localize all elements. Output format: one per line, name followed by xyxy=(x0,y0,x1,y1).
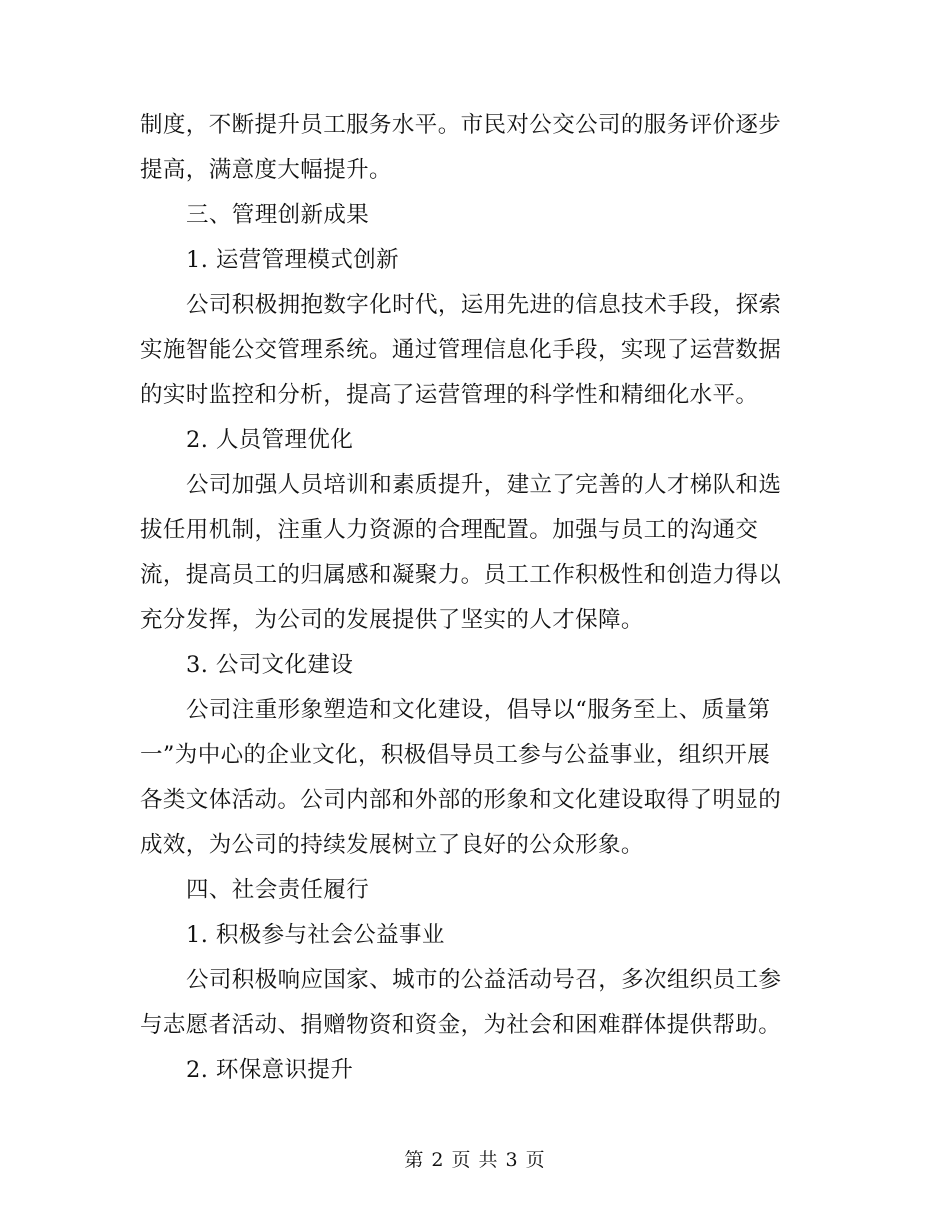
paragraph-line: 公司积极响应国家、城市的公益活动号召，多次组织员工参 xyxy=(186,967,782,993)
paragraph-line: 公司注重形象塑造和文化建设，倡导以“服务至上、质量第 xyxy=(186,697,771,723)
paragraph-line: 的实时监控和分析，提高了运营管理的科学性和精细化水平。 xyxy=(140,382,759,408)
section-heading: 四、社会责任履行 xyxy=(186,877,370,903)
subsection-heading: 1. 运营管理模式创新 xyxy=(186,247,400,273)
subsection-heading: 3. 公司文化建设 xyxy=(186,652,354,678)
paragraph-line: 公司积极拥抱数字化时代，运用先进的信息技术手段，探索 xyxy=(186,292,782,318)
subsection-heading: 2. 环保意识提升 xyxy=(186,1057,354,1083)
paragraph-line: 拔任用机制，注重人力资源的合理配置。加强与员工的沟通交 xyxy=(140,517,759,543)
paragraph-line: 公司加强人员培训和素质提升，建立了完善的人才梯队和选 xyxy=(186,472,782,498)
page-number-footer: 第 2 页 共 3 页 xyxy=(404,1149,546,1171)
paragraph-line: 制度，不断提升员工服务水平。市民对公交公司的服务评价逐步 xyxy=(140,112,782,138)
paragraph-line: 提高，满意度大幅提升。 xyxy=(140,157,392,183)
paragraph-line: 与志愿者活动、捐赠物资和资金，为社会和困难群体提供帮助。 xyxy=(140,1012,782,1038)
paragraph-line: 实施智能公交管理系统。通过管理信息化手段，实现了运营数据 xyxy=(140,337,782,363)
subsection-heading: 2. 人员管理优化 xyxy=(186,427,354,453)
paragraph-line: 成效，为公司的持续发展树立了良好的公众形象。 xyxy=(140,832,644,858)
paragraph-line: 充分发挥，为公司的发展提供了坚实的人才保障。 xyxy=(140,607,644,633)
paragraph-line: 流，提高员工的归属感和凝聚力。员工工作积极性和创造力得以 xyxy=(140,562,782,588)
section-heading: 三、管理创新成果 xyxy=(186,202,370,228)
paragraph-line: 各类文体活动。公司内部和外部的形象和文化建设取得了明显的 xyxy=(140,787,782,813)
subsection-heading: 1. 积极参与社会公益事业 xyxy=(186,922,445,948)
paragraph-line: 一”为中心的企业文化，积极倡导员工参与公益事业，组织开展 xyxy=(140,742,771,768)
